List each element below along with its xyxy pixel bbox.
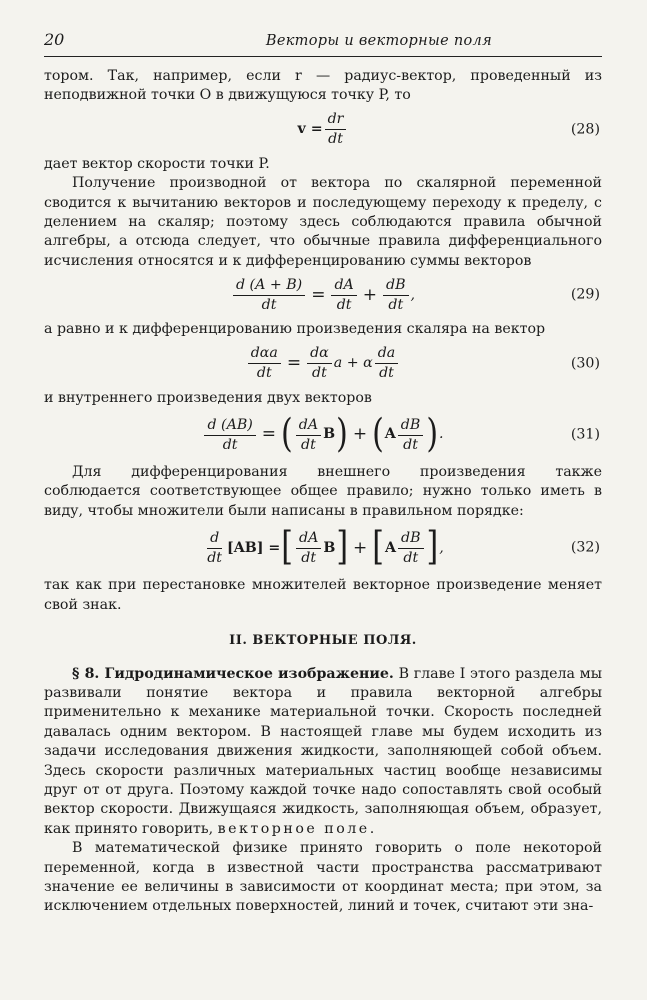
equation-32: [44, 523, 602, 573]
eq32-number: (32): [570, 539, 600, 556]
equation-28: [44, 108, 602, 152]
eq31-den-3: dt: [403, 436, 418, 453]
eq29-fraction-3: [383, 277, 409, 314]
eq30-num-3: da: [375, 345, 399, 364]
paragraph-6: Для дифференцирования внешнего произведения также соблюдается соответствующее общее правило; нужно только иметь в виду, чтобы множители были написаны в правильном порядке:: [44, 464, 602, 519]
page: [44, 30, 602, 990]
paragraph-1: тором. Так, например, если r — радиус-вектор, проведенный из неподвижной точки O в движущуюся точку P, то: [44, 68, 602, 104]
eq28-number: (28): [570, 121, 600, 138]
eq29-num-2: dA: [331, 277, 356, 296]
eq31-right-paren-1: ): [336, 411, 348, 458]
eq29-equals: =: [311, 284, 326, 305]
eq32-vector-a: A: [385, 539, 397, 556]
eq29-num-3: dB: [383, 277, 409, 296]
eq29-number: (29): [570, 286, 600, 303]
running-header: [44, 30, 602, 57]
eq31-period: .: [439, 426, 444, 443]
paragraph-2: дает вектор скорости точки P.: [44, 155, 270, 172]
equation-31: [44, 410, 602, 460]
eq31-vector-b: B: [323, 426, 336, 443]
eq32-den-3: dt: [403, 549, 419, 566]
paragraph-7: так как при перестановке множителей векторное произведение меняет свой знак.: [44, 577, 602, 613]
eq32-right-bracket-2: ]: [426, 524, 439, 571]
eq30-fraction-1: [248, 345, 281, 382]
eq32-right-bracket-1: ]: [336, 524, 349, 571]
eq32-num-2: dA: [296, 530, 321, 549]
paragraph-8-text: В главе I этого раздела мы развивали понятие вектора и правила векторной алгебры применительно к механике материальной точки. Скорость последней давалась одним вектором. В настоящей главе мы будем исходить из задачи исследования движения жидкости, заполняющей собой объем. Здесь скорости различных материальных частиц вообще независимы друг от от друга. Поэтому каждой точке надо сопоставлять свой особый вектор скорости. Движущаяся жидкость, заполняющая объем, образует, как принято говорить,: [44, 665, 602, 837]
eq29-den-3: dt: [388, 296, 404, 313]
paragraph-8: [44, 665, 602, 840]
eq28-fraction: [325, 111, 347, 148]
eq32-fraction-1: [204, 530, 225, 567]
paragraph-3: Получение производной от вектора по скалярной переменной сводится к вычитанию векторов и последующему переходу к пределу, с делением на скаляр; поэтому здесь соблюдаются правила обычной алгебры, а отсюда следует, что обычные правила дифференциального исчисления относятся и к дифференцированию суммы векторов: [44, 175, 602, 269]
eq32-vector-b: B: [323, 539, 336, 556]
eq31-plus: +: [352, 424, 368, 445]
eq29-fraction-1: [233, 277, 305, 314]
eq32-fraction-2: [296, 530, 321, 567]
eq32-middle: [AB] =: [227, 539, 281, 556]
eq29-plus: +: [362, 284, 378, 305]
eq31-left-paren-2: (: [372, 411, 384, 458]
eq31-fraction-3: [398, 417, 424, 454]
eq29-num-1: d (A + B): [233, 277, 305, 296]
eq30-middle: a + α: [333, 354, 373, 371]
eq29-comma: ,: [410, 286, 416, 303]
eq32-num-3: dB: [398, 530, 424, 549]
term-vector-field: векторное поле.: [217, 820, 377, 837]
eq28-lhs: v =: [297, 121, 323, 138]
eq30-num-1: dαa: [248, 345, 281, 364]
eq30-number: (30): [570, 354, 600, 371]
section-title: II. ВЕКТОРНЫЕ ПОЛЯ.: [229, 633, 417, 649]
paragraph-9: В математической физике принято говорить о поле некоторой переменной, когда в известной части пространства рассматривают значение ее величины в зависимости от координат места; при этом, за исключением отдельных поверхностей, линий и точек, считают эти зна-: [44, 840, 602, 915]
eq31-number: (31): [570, 426, 600, 443]
eq31-num-3: dB: [398, 417, 424, 436]
eq31-vector-a: A: [384, 426, 396, 443]
eq32-fraction-3: [398, 530, 424, 567]
eq32-left-bracket-1: [: [281, 524, 293, 571]
eq32-num-1: d: [207, 530, 222, 549]
eq28-denominator: dt: [328, 131, 343, 148]
paragraph-5: и внутреннего произведения двух векторов: [44, 389, 372, 406]
eq31-fraction-2: [296, 417, 321, 454]
eq32-plus: +: [353, 537, 368, 558]
eq30-fraction-2: [307, 345, 332, 382]
eq31-den-2: dt: [301, 436, 316, 453]
subsection-heading: § 8. Гидродинамическое изображение.: [72, 665, 394, 682]
eq31-fraction-1: [204, 417, 255, 454]
eq31-num-2: dA: [296, 417, 321, 436]
eq32-den-2: dt: [301, 549, 317, 566]
eq31-equals: =: [261, 424, 277, 445]
eq32-den-1: dt: [207, 549, 223, 566]
equation-29: [44, 273, 602, 317]
equation-30: [44, 342, 602, 386]
eq30-den-2: dt: [312, 365, 327, 382]
eq29-den-1: dt: [261, 296, 277, 313]
eq32-left-bracket-2: [: [372, 524, 385, 571]
paragraph-4: а равно и к дифференцированию произведения скаляра на вектор: [44, 321, 546, 338]
eq30-den-3: dt: [379, 365, 394, 382]
eq31-left-paren-1: (: [281, 411, 293, 458]
eq30-fraction-3: [375, 345, 399, 382]
eq31-den-1: dt: [222, 436, 238, 453]
page-number: 20: [44, 30, 65, 49]
eq28-numerator: dr: [325, 111, 347, 130]
eq30-num-2: dα: [307, 345, 332, 364]
eq32-comma: ,: [439, 539, 444, 556]
eq29-den-2: dt: [336, 296, 352, 313]
eq31-num-1: d (AB): [204, 417, 255, 436]
eq30-equals: =: [286, 352, 302, 373]
eq31-right-paren-2: ): [426, 411, 439, 458]
eq30-den-1: dt: [256, 365, 272, 382]
running-title: Векторы и векторные поля: [265, 33, 492, 49]
eq29-fraction-2: [331, 277, 356, 314]
